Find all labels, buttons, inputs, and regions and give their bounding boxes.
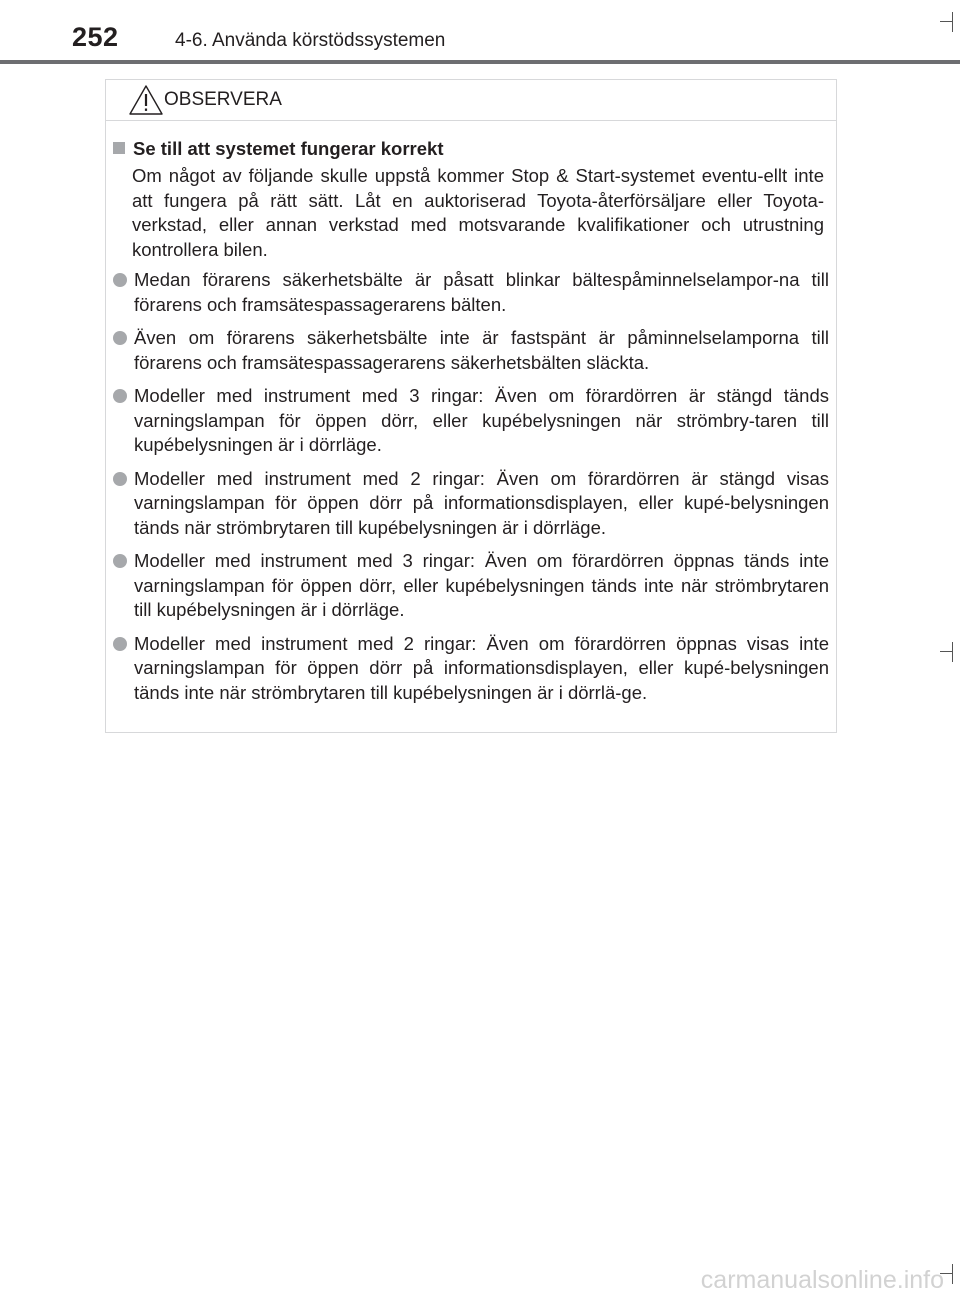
watermark: carmanualsonline.info <box>700 1266 944 1294</box>
crop-mark-icon <box>940 642 960 662</box>
caution-box <box>105 79 837 733</box>
caution-title: OBSERVERA <box>164 89 282 110</box>
subheading-text: Se till att systemet fungerar korrekt <box>133 138 444 159</box>
caution-header <box>106 80 836 121</box>
list-item: Modeller med instrument med 2 ringar: Även om förardörren öppnas visas inte varningslampan för öppen dörr på informationsdisplayen, eller kupé-belysningen tänds inte när strömbrytaren till kupébelysningen är i dörrlä-ge. <box>111 632 829 706</box>
list-item: Medan förarens säkerhetsbälte är påsatt blinkar bältespåminnelselampor-na till förarens och framsätespassagerarens bälten. <box>111 268 829 317</box>
warning-triangle-icon <box>128 84 164 116</box>
bullet-dot-icon <box>113 637 127 651</box>
list-item: Även om förarens säkerhetsbälte inte är fastspänt är påminnelselamporna till förarens och framsätespassagerarens säkerhetsbälten släckta. <box>111 326 829 375</box>
bullet-dot-icon <box>113 273 127 287</box>
crop-mark-icon <box>940 12 960 32</box>
list-item: Modeller med instrument med 3 ringar: Även om förardörren öppnas tänds inte varningslampan för öppen dörr, eller kupébelysningen tänds inte när strömbrytaren till kupébelysningen är i dörrläge. <box>111 549 829 623</box>
bullet-list <box>111 268 829 714</box>
section-title: 4-6. Använda körstödssystemen <box>175 30 446 51</box>
header-rule <box>0 60 960 64</box>
bullet-dot-icon <box>113 472 127 486</box>
page-number: 252 <box>72 22 119 52</box>
list-item: Modeller med instrument med 2 ringar: Även om förardörren är stängd visas varningslampan för öppen dörr på informationsdisplayen, eller kupé-belysningen tänds när strömbrytaren till kupébelysningen är i dörrläge. <box>111 467 829 541</box>
square-bullet-icon <box>113 142 125 154</box>
bullet-dot-icon <box>113 389 127 403</box>
intro-paragraph: Om något av följande skulle uppstå kommer Stop & Start-systemet eventu-ellt inte att fungera på rätt sätt. Låt en auktoriserad Toyota-återförsäljare eller Toyota-verkstad, eller annan verkstad med motsvarande kvalifikationer och utrustning kontrollera bilen. <box>132 165 824 260</box>
subheading <box>113 138 444 160</box>
bullet-dot-icon <box>113 331 127 345</box>
list-item: Modeller med instrument med 3 ringar: Även om förardörren är stängd tänds varningslampan för öppen dörr, eller kupébelysningen när strömbry-taren till kupébelysningen är i dörrläge. <box>111 384 829 458</box>
bullet-dot-icon <box>113 554 127 568</box>
